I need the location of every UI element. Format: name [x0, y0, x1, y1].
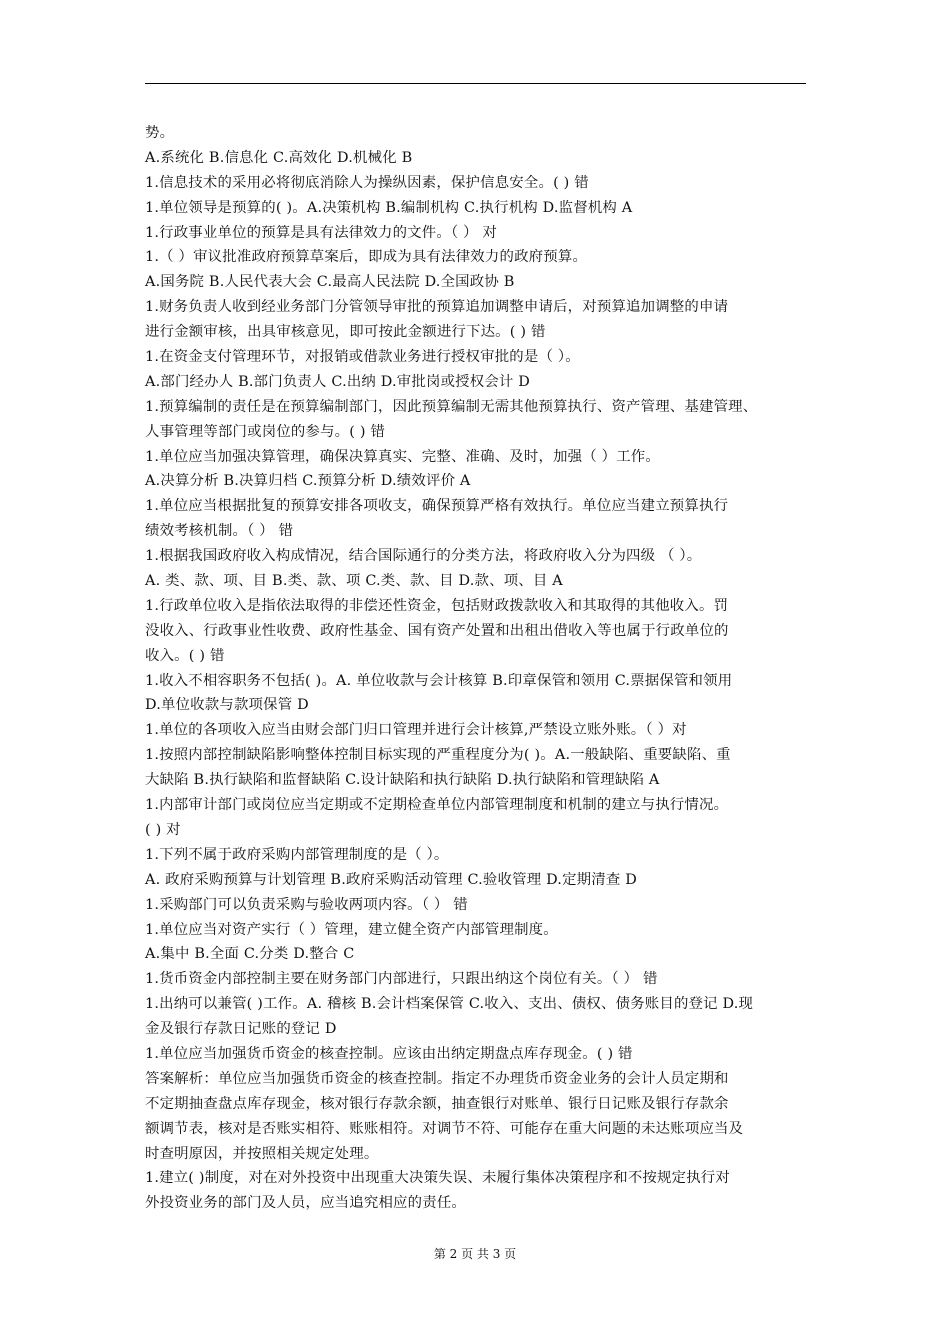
text-line: A.国务院 B.人民代表大会 C.最高人民法院 D.全国政协 B [145, 274, 515, 291]
text-line: 1.采购部门可以负责采购与验收两项内容。（ ） 错 [145, 896, 468, 913]
text-line: 不定期抽查盘点库存现金，核对银行存款余额，抽查银行对账单、银行日记账及银行存款余 [145, 1095, 729, 1112]
text-line: 1.内部审计部门或岗位应当定期或不定期检查单位内部管理制度和机制的建立与执行情况。 [145, 797, 729, 814]
text-line: A.系统化 B.信息化 C.高效化 D.机械化 B [145, 149, 413, 166]
text-line: 1.行政事业单位的预算是具有法律效力的文件。（ ） 对 [145, 224, 498, 241]
text-line: A.集中 B.全面 C.分类 D.整合 C [145, 946, 355, 963]
text-line: 1.行政单位收入是指依法取得的非偿还性资金，包括财政拨款收入和其取得的其他收入。罚 [145, 597, 729, 614]
text-line: A. 政府采购预算与计划管理 B.政府采购活动管理 C.验收管理 D.定期清查 D [145, 871, 637, 888]
text-line: 1.收入不相容职务不包括( )。A. 单位收款与会计核算 B.印章保管和领用 C.票据保管和领用 [145, 672, 733, 689]
text-line: 1.单位的各项收入应当由财会部门归口管理并进行会计核算,严禁设立账外账。（ ）对 [145, 722, 687, 739]
document-body [145, 121, 815, 1216]
text-line: 1.单位应当对资产实行（ ）管理，建立健全资产内部管理制度。 [145, 921, 558, 938]
text-line: 进行金额审核，出具审核意见，即可按此金额进行下达。( ) 错 [145, 324, 546, 341]
text-line: 额调节表，核对是否账实相符、账账相符。对调节不符、可能存在重大问题的未达账项应当及 [145, 1120, 744, 1137]
text-line: 1.下列不属于政府采购内部管理制度的是（ ）。 [145, 846, 449, 863]
text-line: 1.预算编制的责任是在预算编制部门，因此预算编制无需其他预算执行、资产管理、基建管理、 [145, 398, 758, 415]
text-line: 金及银行存款日记账的登记 D [145, 1021, 337, 1038]
text-line: 1.单位应当根据批复的预算安排各项收支，确保预算严格有效执行。单位应当建立预算执行 [145, 498, 729, 515]
text-line: 外投资业务的部门及人员，应当追究相应的责任。 [145, 1195, 466, 1212]
text-line: 1.货币资金内部控制主要在财务部门内部进行，只跟出纳这个岗位有关。（ ） 错 [145, 971, 658, 988]
text-line: 1.出纳可以兼管( )工作。A. 稽核 B.会计档案保管 C.收入、支出、债权、债务账目的登记 D.现 [145, 996, 754, 1013]
text-line: 1.单位领导是预算的( )。A.决策机构 B.编制机构 C.执行机构 D.监督机构 A [145, 199, 633, 216]
text-line: D.单位收款与款项保管 D [145, 697, 309, 714]
text-line: 大缺陷 B.执行缺陷和监督缺陷 C.设计缺陷和执行缺陷 D.执行缺陷和管理缺陷 A [145, 772, 660, 789]
header-rule [145, 83, 806, 84]
text-line: 收入。( ) 错 [145, 647, 225, 664]
text-line: 1.按照内部控制缺陷影响整体控制目标实现的严重程度分为( )。A.一般缺陷、重要缺陷、重 [145, 747, 731, 764]
text-line: 1.信息技术的采用必将彻底消除人为操纵因素，保护信息安全。( ) 错 [145, 174, 589, 191]
text-line: 时查明原因，并按照相关规定处理。 [145, 1145, 379, 1162]
page-footer: 第 2 页 共 3 页 [433, 1247, 517, 1261]
text-line: 1.单位应当加强决算管理，确保决算真实、完整、准确、及时，加强（ ）工作。 [145, 448, 660, 465]
text-line: 绩效考核机制。（ ） 错 [145, 523, 294, 540]
text-line: 没收入、行政事业性收费、政府性基金、国有资产处置和出租出借收入等也属于行政单位的 [145, 622, 729, 639]
text-line: A.决算分析 B.决算归档 C.预算分析 D.绩效评价 A [145, 473, 471, 490]
text-line: 1.根据我国政府收入构成情况，结合国际通行的分类方法，将政府收入分为四级 （ ）。 [145, 548, 702, 565]
text-line: 人事管理等部门或岗位的参与。( ) 错 [145, 423, 386, 440]
text-line: 势。 [145, 125, 175, 141]
text-line: 1.建立( )制度，对在对外投资中出现重大决策失误、未履行集体决策程序和不按规定执行对 [145, 1170, 730, 1187]
text-line: A.部门经办人 B.部门负责人 C.出纳 D.审批岗或授权会计 D [145, 373, 531, 390]
text-line: A. 类、款、项、目 B.类、款、项 C.类、款、目 D.款、项、目 A [145, 573, 563, 590]
text-line: ( ) 对 [145, 821, 181, 838]
text-line: 1.（ ）审议批准政府预算草案后，即成为具有法律效力的政府预算。 [145, 249, 588, 266]
text-line: 答案解析：单位应当加强货币资金的核查控制。指定不办理货币资金业务的会计人员定期和 [145, 1070, 729, 1087]
text-line: 1.单位应当加强货币资金的核查控制。应该由出纳定期盘点库存现金。( ) 错 [145, 1045, 633, 1062]
text-line: 1.在资金支付管理环节，对报销或借款业务进行授权审批的是（ ）。 [145, 349, 580, 366]
text-line: 1.财务负责人收到经业务部门分管领导审批的预算追加调整申请后，对预算追加调整的申请 [145, 299, 729, 316]
